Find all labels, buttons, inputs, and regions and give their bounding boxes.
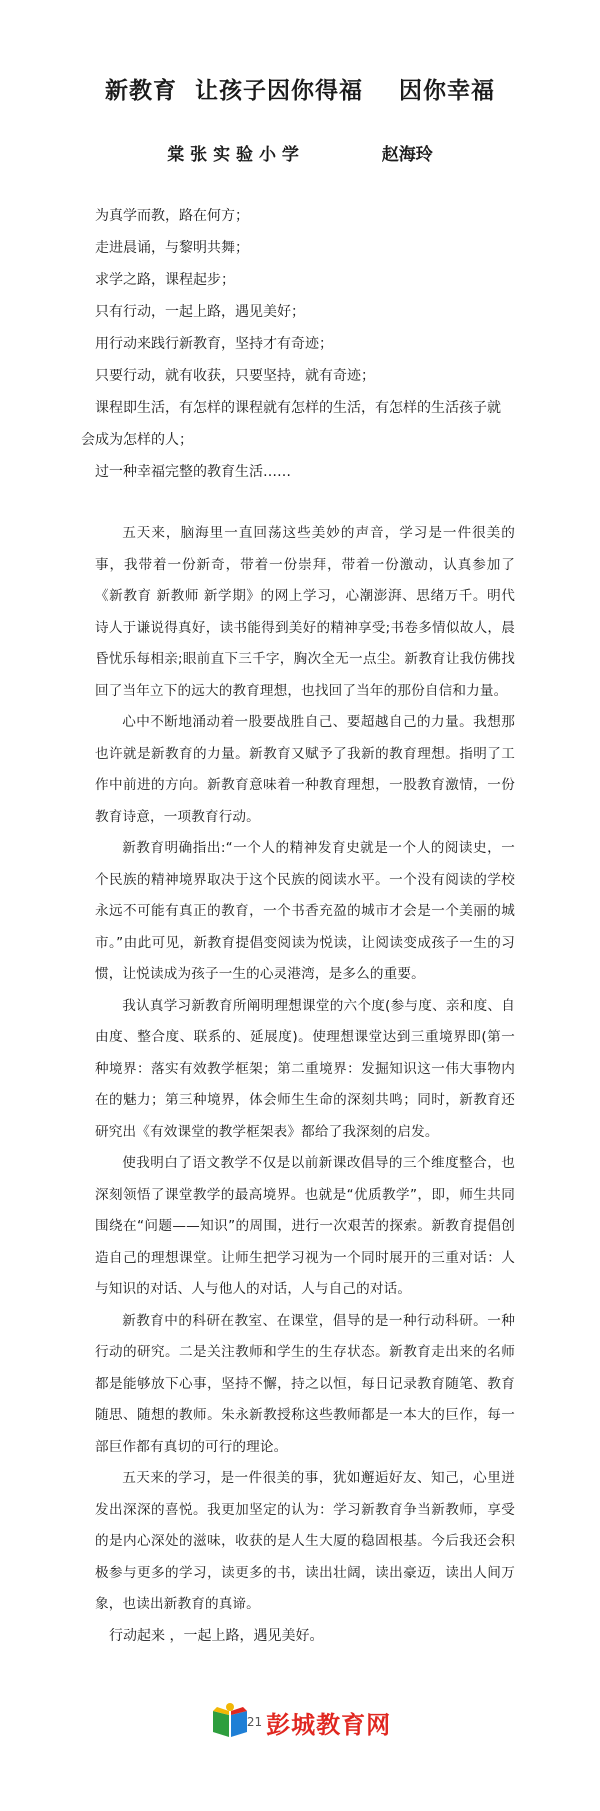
site-logo[interactable] bbox=[209, 1701, 391, 1743]
verse-line: 只要行动，就有收获，只要坚持，就有奇迹； bbox=[95, 368, 375, 384]
author-byline: 棠 张 实 验 小 学 赵海玲 bbox=[167, 145, 433, 165]
verse-line: 只有行动，一起上路，遇见美好； bbox=[95, 304, 305, 320]
site-name: 彭城教育网 bbox=[266, 1709, 392, 1739]
verse-line: 求学之路，课程起步； bbox=[95, 272, 235, 288]
verse-line: 过一种幸福完整的教育生活…… bbox=[95, 464, 291, 480]
closing-line: 行动起来 ，一起上路，遇见美好。 bbox=[109, 1627, 324, 1644]
body-paragraph: 五天来的学习，是一件很美的事，犹如邂逅好友、知己，心里迸发出深深的喜悦。我更加坚定的认为：学习新教育争当新教师，享受的是内心深处的滋味，收获的是人生大厦的稳固根基。今后我还会积极参与更多的学习，读更多的书，读出壮阔，读出豪迈，读出人间万象，也读出新教育的真谛。 bbox=[95, 1470, 515, 1612]
open-book-icon bbox=[209, 1701, 251, 1743]
body-paragraph: 五天来，脑海里一直回荡这些美妙的声音，学习是一件很美的事，我带着一份新奇，带着一份崇拜，带着一份激动，认真参加了《新教育 新教师 新学期》的网上学习，心潮澎湃、思绪万千。明代诗人于谦说得真好，读书能得到美好的精神享受;书卷多情似故人，晨昏忧乐每相亲;眼前直下三千字，胸次全无一点尘。新教育让我仿佛找回了当年立下的远大的教育理想，也找回了当年的那份自信和力量。 bbox=[95, 525, 515, 699]
verse-line: 课程即生活，有怎样的课程就有怎样的生活，有怎样的生活孩子就会成为怎样的人； bbox=[81, 400, 501, 448]
page-footer bbox=[0, 1702, 600, 1742]
opening-verse bbox=[81, 200, 515, 488]
body-paragraph: 使我明白了语文教学不仅是以前新课改倡导的三个维度整合，也深刻领悟了课堂教学的最高境界。也就是“优质教学”，即，师生共同围绕在“问题——知识”的周围，进行一次艰苦的探索。新教育提倡创造自己的理想课堂。让师生把学习视为一个同时展开的三重对话：人与知识的对话、人与他人的对话，人与自己的对话。 bbox=[95, 1155, 515, 1297]
body-paragraph: 新教育明确指出:“一个人的精神发育史就是一个人的阅读史，一个民族的精神境界取决于这个民族的阅读水平。一个没有阅读的学校永远不可能有真正的教育，一个书香充盈的城市才会是一个美丽的城市。”由此可见，新教育提倡变阅读为悦读，让阅读变成孩子一生的习惯，让悦读成为孩子一生的心灵港湾，是多么的重要。 bbox=[95, 840, 515, 982]
body-paragraph: 心中不断地涌动着一股要战胜自己、要超越自己的力量。我想那也许就是新教育的力量。新教育又赋予了我新的教育理想。指明了工作中前进的方向。新教育意味着一种教育理想，一股教育激情，一份教育诗意，一项教育行动。 bbox=[95, 714, 515, 825]
verse-line: 用行动来践行新教育，坚持才有奇迹； bbox=[95, 336, 333, 352]
page-title: 新教育 让孩子因你得福 因你幸福 bbox=[104, 78, 496, 104]
page-number: 21 bbox=[246, 1715, 263, 1729]
article-body bbox=[95, 518, 515, 1652]
body-paragraph: 我认真学习新教育所阐明理想课堂的六个度(参与度、亲和度、自由度、整合度、联系的、延展度)。使理想课堂达到三重境界即(第一种境界：落实有效教学框架；第二重境界：发掘知识这一伟大事物内在的魅力；第三种境界，体会师生生命的深刻共鸣；同时，新教育还研究出《有效课堂的教学框架表》都给了我深刻的启发。 bbox=[95, 997, 515, 1140]
body-paragraph: 新教育中的科研在教室、在课堂，倡导的是一种行动科研。一种行动的研究。二是关注教师和学生的生存状态。新教育走出来的名师都是能够放下心事，坚持不懈，持之以恒，每日记录教育随笔、教育随思、随想的教师。朱永新教授称这些教师都是一本大的巨作，每一部巨作都有真切的可行的理论。 bbox=[95, 1312, 515, 1455]
verse-line: 走进晨诵，与黎明共舞； bbox=[95, 240, 249, 256]
verse-line: 为真学而教，路在何方； bbox=[95, 208, 249, 224]
